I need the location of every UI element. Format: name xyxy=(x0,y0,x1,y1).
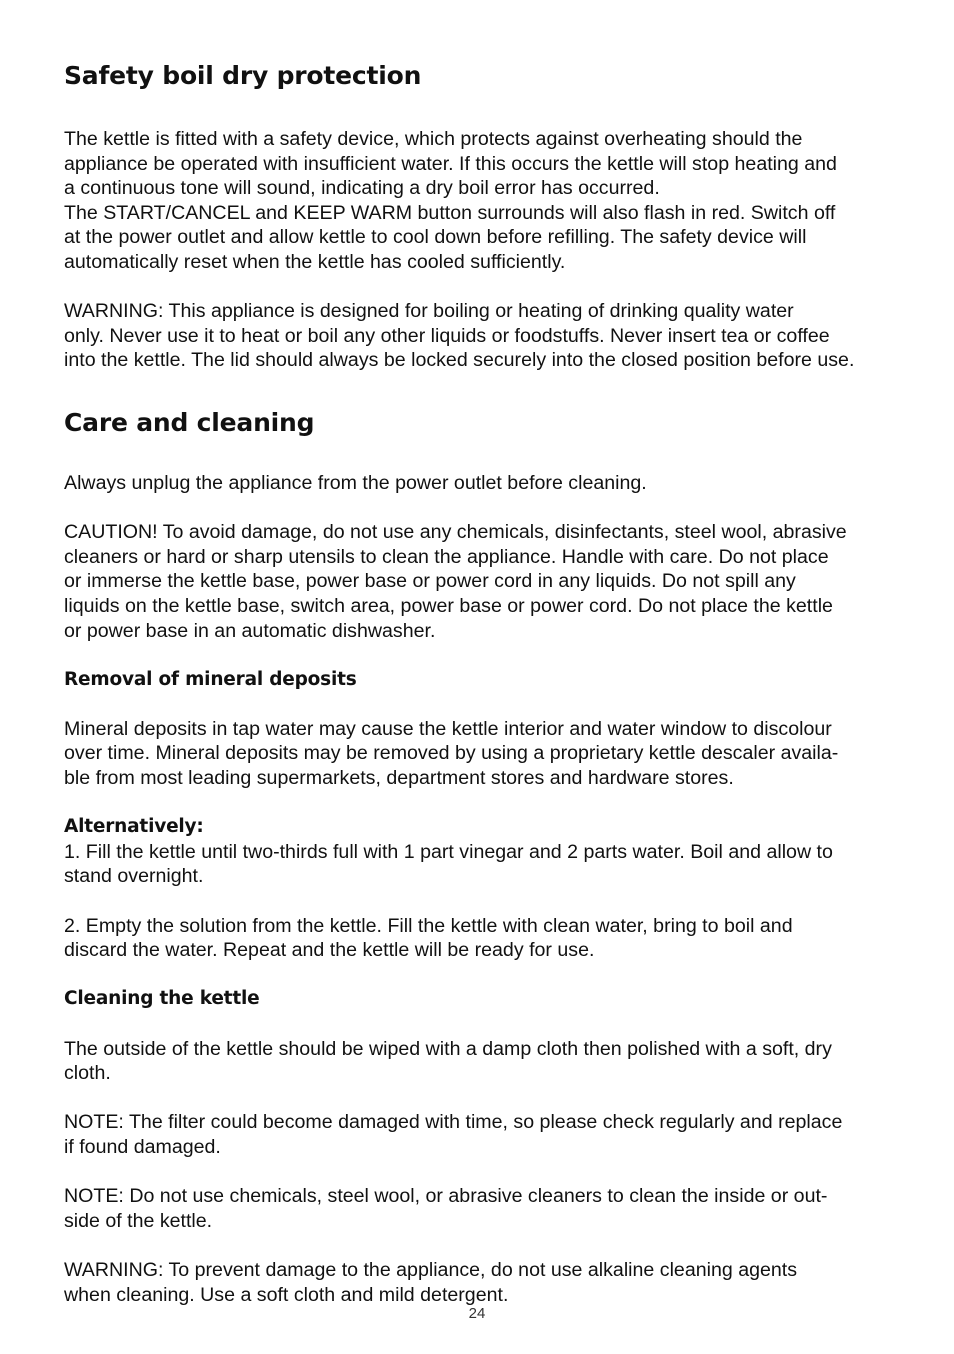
care-unplug-paragraph: Always unplug the appliance from the power outlet before cleaning. xyxy=(64,471,647,494)
safety-paragraph: The kettle is fitted with a safety device, which protects against overheating should the appliance be operated with insufficient water. If this occurs the kettle will stop heating and a continuous tone will sound, indicating a dry boil error has occurred. The START/CANCEL and KEEP WARM button surrounds will also flash in red. Switch off at the power outlet and allow kettle to cool down before refilling. The safety device will automatically reset when the kettle has cooled sufficiently. xyxy=(64,128,837,273)
mineral-deposits-paragraph: Mineral deposits in tap water may cause the kettle interior and water window to discolour over time. Mineral deposits may be removed by using a proprietary kettle descaler availa- ble from most leading supermarkets, department stores and hardware stores. xyxy=(64,717,839,790)
care-caution-paragraph: CAUTION! To avoid damage, do not use any chemicals, disinfectants, steel wool, abrasive cleaners or hard or sharp utensils to clean the appliance. Handle with care. Do not place or immerse the kettle base, power base or power cord in any liquids. Do not spill any liquids on the kettle base, switch area, power base or power cord. Do not place the kettle or power base in an automatic dishwasher. xyxy=(64,521,847,642)
cleaning-kettle-heading: Cleaning the kettle xyxy=(64,988,260,1010)
filter-note: NOTE: The filter could become damaged with time, so please check regularly and replace if found damaged. xyxy=(64,1111,843,1158)
chemicals-note: NOTE: Do not use chemicals, steel wool, or abrasive cleaners to clean the inside or out- side of the kettle. xyxy=(64,1185,828,1232)
safety-warning-paragraph: WARNING: This appliance is designed for boiling or heating of drinking quality water only. Never use it to heat or boil any other liquids or foodstuffs. Never insert tea or coffee into the kettle. The lid should always be locked securely into the closed position before use. xyxy=(64,300,855,372)
descale-step-2: 2. Empty the solution from the kettle. Fill the kettle with clean water, bring to boil and discard the water. Repeat and the kettle will be ready for use. xyxy=(64,914,793,962)
descale-step-1: 1. Fill the kettle until two-thirds full with 1 part vinegar and 2 parts water. Boil and allow to stand overnight. xyxy=(64,840,833,888)
alkaline-warning: WARNING: To prevent damage to the appliance, do not use alkaline cleaning agents when cleaning. Use a soft cloth and mild detergent. xyxy=(64,1258,798,1306)
care-heading: Care and cleaning xyxy=(64,407,315,437)
alternatively-heading: Alternatively: xyxy=(64,816,204,838)
cleaning-outside-paragraph: The outside of the kettle should be wiped with a damp cloth then polished with a soft, dry cloth. xyxy=(64,1037,832,1085)
safety-heading: Safety boil dry protection xyxy=(64,61,422,90)
manual-page xyxy=(64,58,894,1307)
mineral-deposits-heading: Removal of mineral deposits xyxy=(64,668,357,690)
page-number: 24 xyxy=(468,1305,486,1322)
